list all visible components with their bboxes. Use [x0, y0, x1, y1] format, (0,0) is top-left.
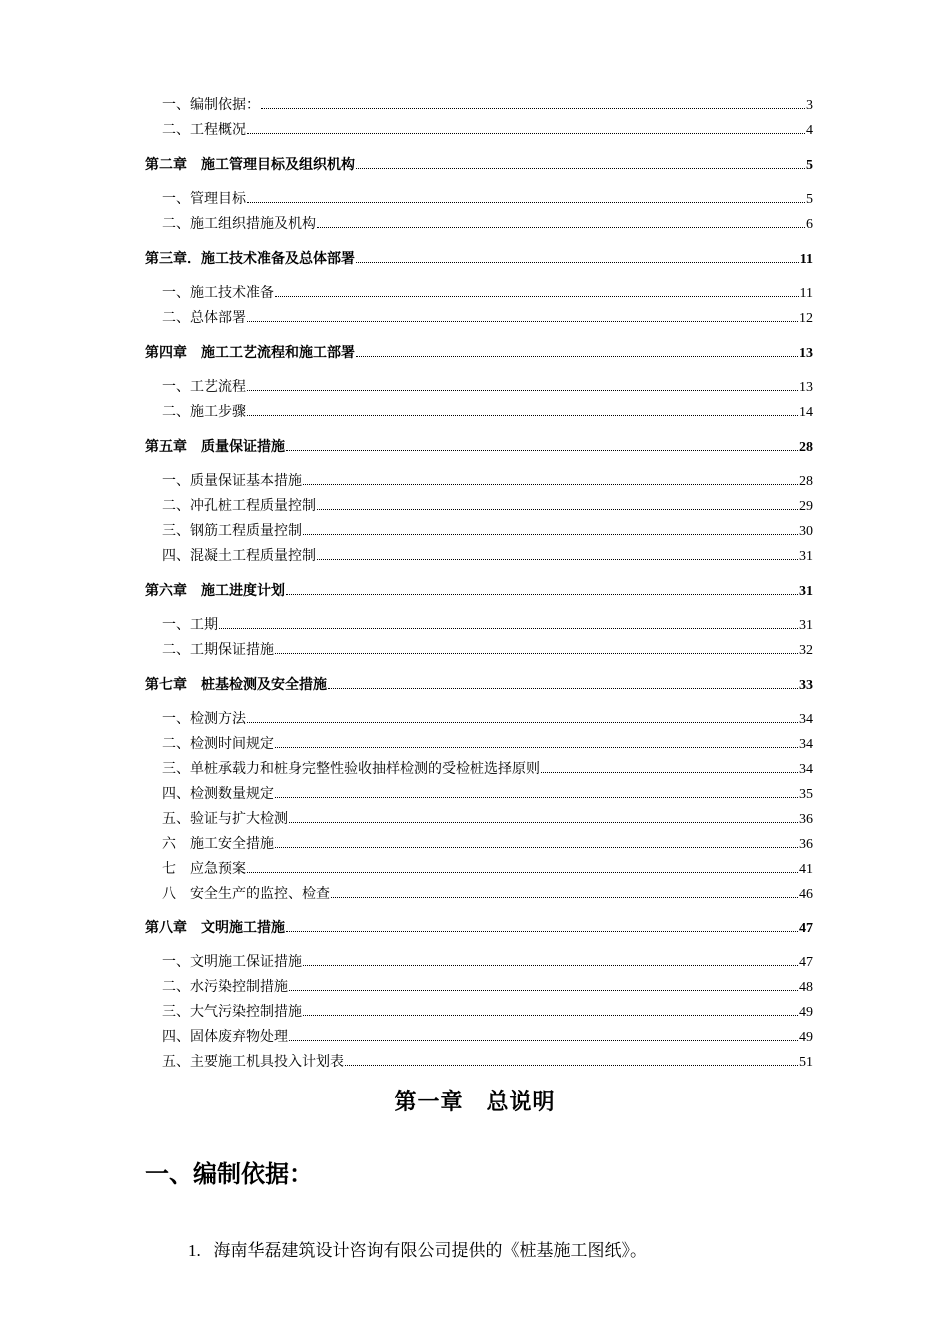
toc-entry-title: 二、冲孔桩工程质量控制: [162, 499, 316, 514]
toc-dot-leader: [247, 132, 805, 134]
toc-chapter-entry[interactable]: [145, 920, 813, 938]
toc-entry-title: 第二章 施工管理目标及组织机构: [145, 158, 355, 173]
toc-dot-leader: [275, 746, 798, 748]
toc-entry-title: 三、钢筋工程质量控制: [162, 524, 302, 539]
toc-page-number: 28: [799, 474, 813, 489]
toc-entry-title: 二、工程概况: [162, 123, 246, 138]
toc-entry-title: 六 施工安全措施: [162, 837, 274, 852]
toc-dot-leader: [275, 796, 798, 798]
toc-page-number: 49: [799, 1030, 813, 1045]
toc-page-number: 13: [799, 346, 813, 361]
toc-page-number: 47: [799, 921, 813, 936]
toc-page-number: 32: [799, 643, 813, 658]
toc-entry-title: 一、检测方法: [162, 712, 246, 727]
toc-page-number: 34: [799, 712, 813, 727]
toc-dot-leader: [356, 355, 798, 357]
toc-entry-title: 四、固体废弃物处理: [162, 1030, 288, 1045]
toc-entry[interactable]: [162, 379, 813, 397]
toc-dot-leader: [247, 414, 798, 416]
toc-entry[interactable]: [162, 285, 813, 303]
toc-page-number: 31: [799, 584, 813, 599]
toc-dot-leader: [247, 201, 805, 203]
toc-dot-leader: [289, 1039, 798, 1041]
toc-dot-leader: [286, 593, 798, 595]
toc-entry[interactable]: [162, 761, 813, 779]
toc-dot-leader: [275, 846, 798, 848]
toc-entry-title: 一、工艺流程: [162, 380, 246, 395]
toc-page-number: 11: [799, 252, 813, 267]
toc-dot-leader: [303, 964, 798, 966]
toc-dot-leader: [541, 771, 798, 773]
toc-page-number: 51: [799, 1055, 813, 1070]
toc-entry-title: 第六章 施工进度计划: [145, 584, 285, 599]
toc-page-number: 31: [799, 618, 813, 633]
toc-page-number: 29: [799, 499, 813, 514]
toc-dot-leader: [303, 483, 798, 485]
toc-entry[interactable]: [162, 1004, 813, 1022]
numbered-paragraph: [188, 1236, 647, 1261]
toc-page-number: 33: [799, 678, 813, 693]
toc-entry[interactable]: [162, 811, 813, 829]
toc-entry[interactable]: [162, 498, 813, 516]
toc-entry-title: 一、管理目标: [162, 192, 246, 207]
toc-page-number: 3: [806, 98, 813, 113]
toc-entry-title: 二、工期保证措施: [162, 643, 274, 658]
toc-dot-leader: [261, 107, 805, 109]
paragraph-number: 1.: [188, 1241, 201, 1260]
toc-entry[interactable]: [162, 786, 813, 804]
toc-dot-leader: [345, 1064, 798, 1066]
toc-page-number: 14: [799, 405, 813, 420]
toc-entry[interactable]: [162, 473, 813, 491]
toc-entry-title: 一、工期: [162, 618, 218, 633]
toc-entry[interactable]: [162, 404, 813, 422]
toc-page-number: 11: [799, 286, 813, 301]
toc-dot-leader: [317, 558, 798, 560]
toc-page-number: 5: [806, 192, 813, 207]
toc-entry[interactable]: [162, 886, 813, 904]
toc-entry[interactable]: [162, 617, 813, 635]
chapter-title: 第一章 总说明: [394, 1089, 556, 1114]
toc-entry-title: 第三章．施工技术准备及总体部署: [145, 252, 355, 267]
toc-page-number: 46: [799, 887, 813, 902]
section-heading: 一、编制依据：: [145, 1162, 313, 1188]
toc-page-number: 41: [799, 862, 813, 877]
toc-entry[interactable]: [162, 1054, 813, 1072]
toc-page-number: 4: [806, 123, 813, 138]
toc-dot-leader: [275, 652, 798, 654]
toc-page-number: 30: [799, 524, 813, 539]
toc-chapter-entry[interactable]: [145, 251, 813, 269]
toc-dot-leader: [289, 821, 798, 823]
toc-entry-title: 二、检测时间规定: [162, 737, 274, 752]
toc-page-number: 49: [799, 1005, 813, 1020]
toc-dot-leader: [328, 687, 798, 689]
toc-dot-leader: [303, 533, 798, 535]
toc-entry[interactable]: [162, 736, 813, 754]
toc-entry[interactable]: [162, 711, 813, 729]
toc-dot-leader: [303, 1014, 798, 1016]
toc-dot-leader: [247, 389, 798, 391]
paragraph-text: 海南华磊建筑设计咨询有限公司提供的《桩基施工图纸》。: [213, 1241, 647, 1260]
toc-dot-leader: [286, 930, 798, 932]
toc-dot-leader: [356, 167, 805, 169]
toc-page-number: 36: [799, 837, 813, 852]
toc-entry-title: 第四章 施工工艺流程和施工部署: [145, 346, 355, 361]
toc-dot-leader: [275, 295, 799, 297]
toc-entry-title: 四、混凝土工程质量控制: [162, 549, 316, 564]
toc-entry-title: 四、检测数量规定: [162, 787, 274, 802]
toc-page-number: 34: [799, 762, 813, 777]
toc-entry[interactable]: [162, 122, 813, 140]
toc-entry[interactable]: [162, 861, 813, 879]
toc-page-number: 13: [799, 380, 813, 395]
toc-entry-title: 第五章 质量保证措施: [145, 440, 285, 455]
toc-entry-title: 二、施工组织措施及机构: [162, 217, 316, 232]
toc-entry[interactable]: [162, 216, 813, 234]
toc-chapter-entry[interactable]: [145, 157, 813, 175]
toc-entry[interactable]: [162, 836, 813, 854]
toc-dot-leader: [289, 989, 798, 991]
toc-entry-title: 三、大气污染控制措施: [162, 1005, 302, 1020]
toc-page-number: 12: [799, 311, 813, 326]
toc-page-number: 5: [806, 158, 813, 173]
toc-entry-title: 一、质量保证基本措施: [162, 474, 302, 489]
toc-chapter-entry[interactable]: [145, 677, 813, 695]
toc-entry[interactable]: [162, 979, 813, 997]
toc-dot-leader: [317, 508, 798, 510]
toc-page-number: 36: [799, 812, 813, 827]
toc-entry-title: 二、施工步骤: [162, 405, 246, 420]
toc-page-number: 35: [799, 787, 813, 802]
toc-page-number: 48: [799, 980, 813, 995]
toc-entry-title: 一、编制依据：: [162, 98, 260, 113]
toc-dot-leader: [317, 226, 805, 228]
toc-dot-leader: [219, 627, 798, 629]
toc-entry[interactable]: [162, 954, 813, 972]
toc-entry-title: 二、总体部署: [162, 311, 246, 326]
toc-entry[interactable]: [162, 642, 813, 660]
toc-page-number: 6: [806, 217, 813, 232]
toc-page-number: 34: [799, 737, 813, 752]
toc-entry-title: 三、单桩承载力和桩身完整性验收抽样检测的受检桩选择原则: [162, 762, 540, 777]
toc-entry-title: 第八章 文明施工措施: [145, 921, 285, 936]
toc-chapter-entry[interactable]: [145, 583, 813, 601]
toc-entry[interactable]: [162, 1029, 813, 1047]
toc-entry[interactable]: [162, 310, 813, 328]
toc-entry[interactable]: [162, 191, 813, 209]
toc-dot-leader: [331, 896, 798, 898]
toc-dot-leader: [247, 871, 798, 873]
toc-entry-title: 七 应急预案: [162, 862, 246, 877]
toc-entry-title: 二、水污染控制措施: [162, 980, 288, 995]
toc-entry-title: 五、验证与扩大检测: [162, 812, 288, 827]
toc-chapter-entry[interactable]: [145, 345, 813, 363]
toc-entry-title: 第七章 桩基检测及安全措施: [145, 678, 327, 693]
toc-entry-title: 一、施工技术准备: [162, 286, 274, 301]
toc-entry[interactable]: [162, 97, 813, 115]
toc-entry[interactable]: [162, 523, 813, 541]
toc-entry[interactable]: [162, 548, 813, 566]
toc-dot-leader: [247, 320, 798, 322]
toc-page-number: 28: [799, 440, 813, 455]
toc-entry-title: 八 安全生产的监控、检查: [162, 887, 330, 902]
toc-page-number: 47: [799, 955, 813, 970]
toc-dot-leader: [286, 449, 798, 451]
toc-entry-title: 五、主要施工机具投入计划表: [162, 1055, 344, 1070]
toc-chapter-entry[interactable]: [145, 439, 813, 457]
toc-page-number: 31: [799, 549, 813, 564]
toc-dot-leader: [356, 261, 799, 263]
toc-dot-leader: [247, 721, 798, 723]
toc-entry-title: 一、文明施工保证措施: [162, 955, 302, 970]
